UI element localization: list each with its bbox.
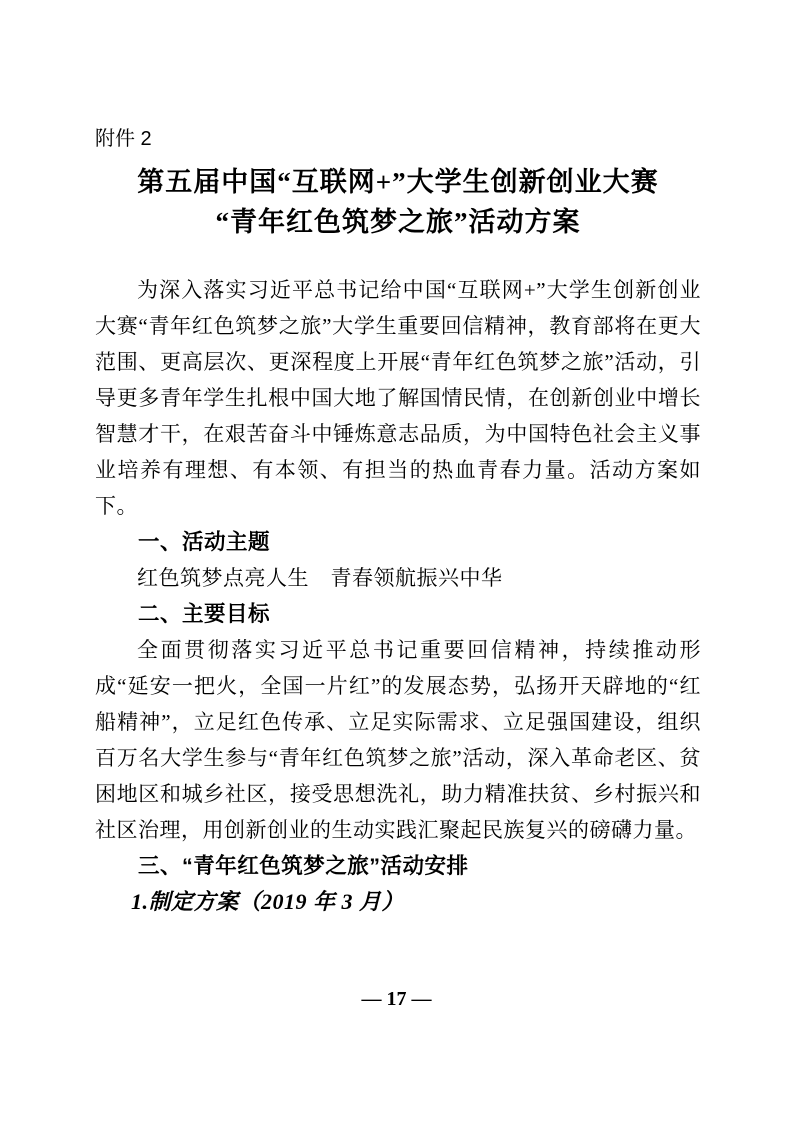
attachment-label: 附件 2 [95,128,152,150]
theme-slogan-line: 红色筑梦点亮人生 青春领航振兴中华 [137,566,503,590]
document-title-line2: “青年红色筑梦之旅”活动方案 [215,207,581,237]
document-title [95,162,701,242]
page-number: — 17 — [361,988,432,1010]
subsection-heading-plan-making: 1.制定方案（2019 年 3 月） [131,889,405,914]
goals-paragraph: 全面贯彻落实习近平总书记重要回信精神，持续推动形成“延安一把火，全国一片红”的发展态势，弘扬开天辟地的“红船精神”，立足红色传承、立足实际需求、立足强国建设，组织百万名大学生参与“青年红色筑梦之旅”活动，深入革命老区、贫困地区和城乡社区，接受思想洗礼，助力精准扶贫、乡村振兴和社区治理，用创新创业的生动实践汇聚起民族复兴的磅礴力量。 [95,638,701,842]
intro-paragraph: 为深入落实习近平总书记给中国“互联网+”大学生创新创业大赛“青年红色筑梦之旅”大学生重要回信精神，教育部将在更大范围、更高层次、更深程度上开展“青年红色筑梦之旅”活动，引导更多青年学生扎根中国大地了解国情民情，在创新创业中增长智慧才干，在艰苦奋斗中锤炼意志品质，为中国特色社会主义事业培养有理想、有本领、有担当的热血青春力量。活动方案如下。 [95,278,701,518]
document-content [95,0,701,920]
section-heading-activity-schedule: 三、“青年红色筑梦之旅”活动安排 [138,854,469,878]
document-title-line1: 第五届中国“互联网+”大学生创新创业大赛 [137,167,659,197]
section-heading-activity-theme: 一、活动主题 [138,530,271,554]
section-heading-main-goals: 二、主要目标 [138,602,271,626]
